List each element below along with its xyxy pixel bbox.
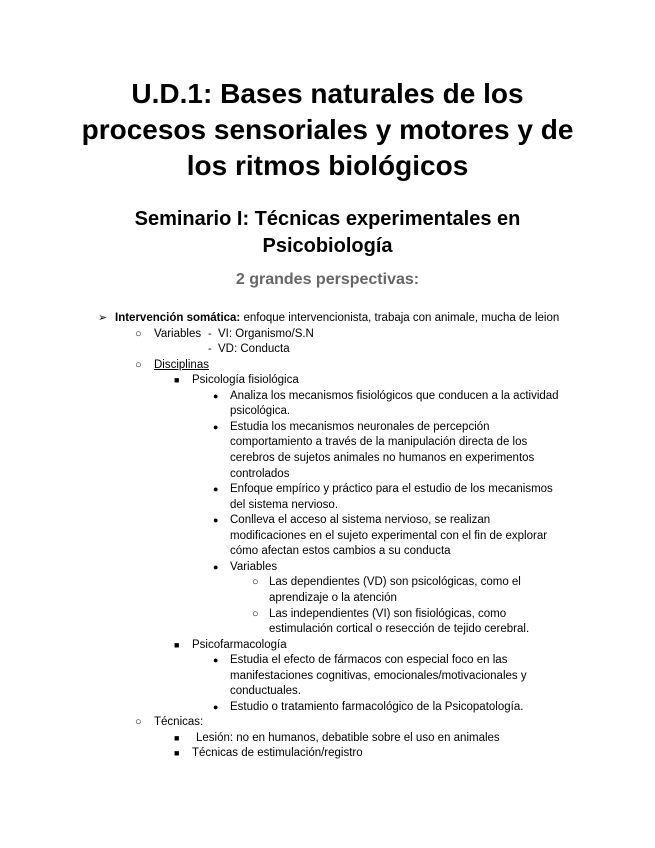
pf-dependientes-line-1: Las dependientes (VD) son psicológicas, como el bbox=[269, 576, 521, 588]
dash-bullet-icon: - bbox=[208, 343, 212, 355]
dash-bullet-icon: - bbox=[208, 328, 212, 340]
dot-bullet-icon: ● bbox=[213, 655, 219, 665]
pf-point-2-line-4: controlados bbox=[230, 468, 290, 480]
intervencion-text: enfoque intervencionista, trabaja con animale, mucha de leion bbox=[240, 312, 560, 324]
pfar-point-1-line-1: Estudia el efecto de fármacos con especial foco en las bbox=[230, 654, 508, 666]
pf-point-3-line-2: del sistema nervioso. bbox=[230, 499, 339, 511]
disciplinas-label: Disciplinas bbox=[154, 359, 209, 371]
hollow-bullet-icon: ○ bbox=[252, 576, 259, 588]
psicofarmacologia-label: Psicofarmacología bbox=[192, 639, 287, 651]
dot-bullet-icon: ● bbox=[213, 422, 219, 432]
square-bullet-icon: ■ bbox=[174, 640, 180, 650]
pfar-point-1-line-3: conductuales. bbox=[230, 685, 301, 697]
pf-point-2-line-1: Estudia los mecanismos neuronales de percepción bbox=[230, 421, 490, 433]
dot-bullet-icon: ● bbox=[213, 562, 219, 572]
tecnicas-lesion: Lesión: no en humanos, debatible sobre el uso en animales bbox=[196, 732, 500, 744]
title-line-2: procesos sensoriales y motores y de bbox=[81, 114, 574, 145]
square-bullet-icon: ■ bbox=[174, 375, 180, 385]
pf-point-4-line-3: cómo afectan estos cambios a su conducta bbox=[230, 545, 451, 557]
tecnicas-estimulacion: Técnicas de estimulación/registro bbox=[192, 747, 363, 759]
perspectives-heading: 2 grandes perspectivas: bbox=[235, 271, 420, 288]
title-line-3: los ritmos biológicos bbox=[186, 150, 469, 181]
hollow-bullet-icon: ○ bbox=[252, 608, 259, 620]
intervencion-item bbox=[115, 310, 559, 326]
variables-vi: VI: Organismo/S.N bbox=[218, 328, 314, 340]
pf-point-4-line-1: Conlleva el acceso al sistema nervioso, se realizan bbox=[230, 514, 491, 526]
pfar-point-2: Estudio o tratamiento farmacológico de la Psicopatología. bbox=[230, 701, 524, 713]
square-bullet-icon: ■ bbox=[174, 733, 180, 743]
pf-point-2-line-2: comportamiento a través de la manipulación directa de los bbox=[230, 436, 528, 448]
square-bullet-icon: ■ bbox=[174, 748, 180, 758]
tecnicas-label: Técnicas: bbox=[154, 716, 204, 728]
seminar-line-1: Seminario I: Técnicas experimentales en bbox=[134, 208, 521, 230]
arrow-bullet-icon: ➢ bbox=[98, 312, 108, 324]
title-line-1: U.D.1: Bases naturales de los bbox=[131, 78, 524, 109]
pf-point-1-line-2: psicológica. bbox=[230, 405, 291, 417]
document-title bbox=[40, 76, 615, 184]
pf-variables-label: Variables bbox=[230, 561, 278, 573]
pf-independientes-line-1: Las independientes (VI) son fisiológicas, como bbox=[269, 608, 507, 620]
seminar-line-2: Psicobiología bbox=[262, 235, 393, 257]
variables-vd: VD: Conducta bbox=[218, 343, 290, 355]
pfar-point-1-line-2: manifestaciones cognitivas, emocionales/motivacionales y bbox=[230, 670, 527, 682]
pf-point-2-line-3: cerebros de sujetos animales no humanos en experimentos bbox=[230, 452, 535, 464]
pf-point-4-line-2: modificaciones en el sujeto experimental con el fin de explorar bbox=[230, 530, 548, 542]
intervencion-label: Intervención somática: bbox=[115, 312, 241, 324]
circle-bullet-icon: ○ bbox=[135, 328, 142, 340]
circle-bullet-icon: ○ bbox=[135, 359, 142, 371]
pf-point-1-line-1: Analiza los mecanismos fisiológicos que conducen a la actividad bbox=[230, 390, 559, 402]
psicologia-fisiologica-label: Psicología fisiológica bbox=[192, 374, 299, 386]
pf-independientes-line-2: estimulación cortical o resección de tejido cerebral. bbox=[269, 623, 530, 635]
dot-bullet-icon: ● bbox=[213, 391, 219, 401]
dot-bullet-icon: ● bbox=[213, 484, 219, 494]
dot-bullet-icon: ● bbox=[213, 702, 219, 712]
pf-point-3-line-1: Enfoque empírico y práctico para el estudio de los mecanismos bbox=[230, 483, 553, 495]
dot-bullet-icon: ● bbox=[213, 515, 219, 525]
pf-dependientes-line-2: aprendizaje o la atención bbox=[269, 592, 397, 604]
seminar-title bbox=[60, 206, 595, 260]
circle-bullet-icon: ○ bbox=[135, 716, 142, 728]
variables-label: Variables bbox=[154, 328, 202, 340]
